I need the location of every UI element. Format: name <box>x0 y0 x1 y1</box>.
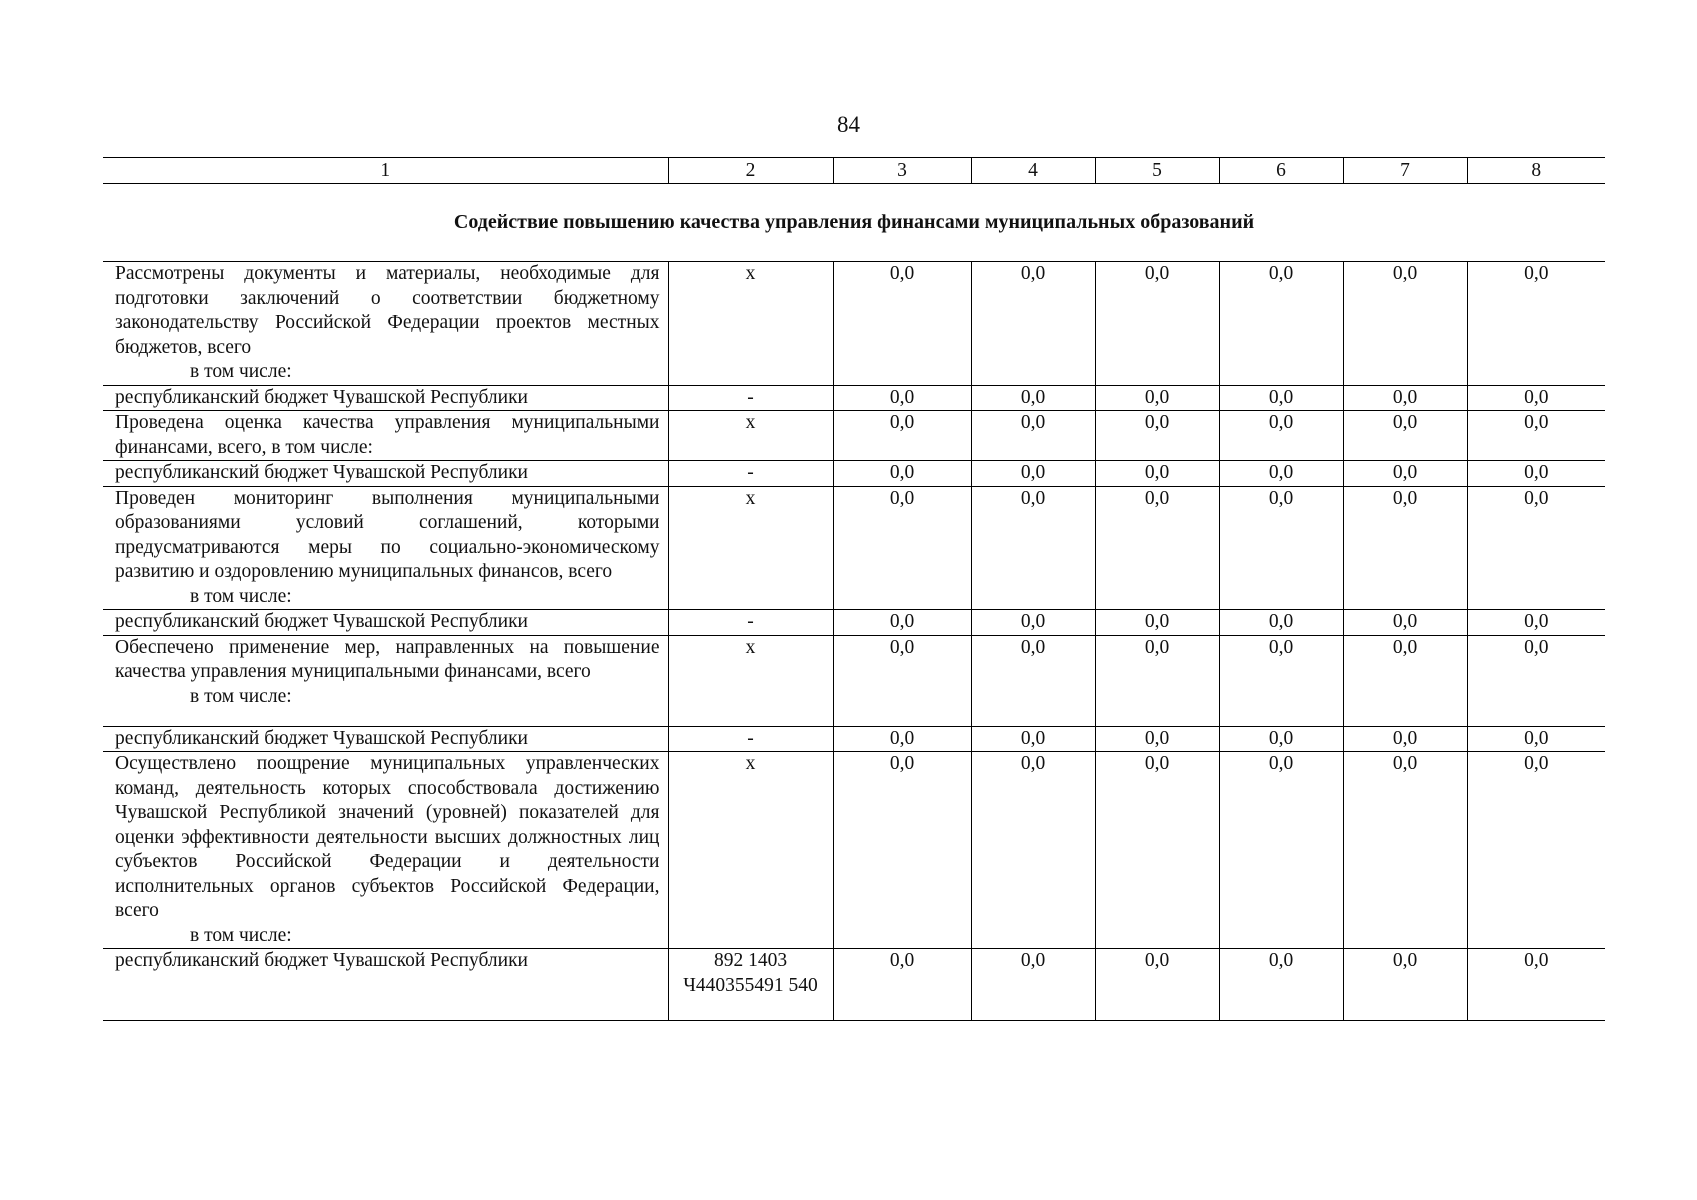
row-value: 0,0 <box>833 949 971 1021</box>
column-number: 2 <box>668 158 833 184</box>
row-description-text: республиканский бюджет Чувашской Республики <box>115 727 528 749</box>
row-value: 0,0 <box>1095 385 1219 411</box>
row-code: 892 1403 Ч440355491 540 <box>668 949 833 1021</box>
row-value: 0,0 <box>1219 262 1343 386</box>
row-description <box>103 262 668 386</box>
row-value: 0,0 <box>1343 752 1467 949</box>
row-value: 0,0 <box>1219 486 1343 610</box>
row-description-text: республиканский бюджет Чувашской Республики <box>115 611 528 632</box>
row-value: 0,0 <box>1343 262 1467 386</box>
table-row <box>103 411 1605 461</box>
table-row <box>103 385 1605 411</box>
row-sub-label: в том числе: <box>190 924 292 946</box>
row-code: x <box>668 262 833 386</box>
row-description <box>103 486 668 610</box>
row-value: 0,0 <box>833 635 971 726</box>
row-value: 0,0 <box>1219 610 1343 636</box>
row-value: 0,0 <box>971 262 1095 386</box>
row-value: 0,0 <box>1095 635 1219 726</box>
row-value: 0,0 <box>1343 635 1467 726</box>
row-value: 0,0 <box>833 461 971 487</box>
section-title-row <box>103 184 1605 262</box>
row-value: 0,0 <box>1343 411 1467 461</box>
row-description <box>103 461 668 487</box>
table-row <box>103 949 1605 1021</box>
row-description <box>103 610 668 636</box>
row-description <box>103 752 668 949</box>
row-value: 0,0 <box>1095 610 1219 636</box>
table-row <box>103 461 1605 487</box>
row-sub-label: в том числе: <box>190 585 292 607</box>
row-description-text: Проведена оценка качества управления муниципальными финансами, всего, в том числе: <box>115 412 660 458</box>
row-value: 0,0 <box>1219 461 1343 487</box>
row-value: 0,0 <box>1467 262 1605 386</box>
row-value: 0,0 <box>1095 262 1219 386</box>
row-value: 0,0 <box>1467 949 1605 1021</box>
row-description <box>103 949 668 1021</box>
row-description <box>103 635 668 726</box>
row-code: x <box>668 411 833 461</box>
row-description <box>103 726 668 752</box>
row-value: 0,0 <box>833 385 971 411</box>
row-code: - <box>668 610 833 636</box>
row-value: 0,0 <box>1467 385 1605 411</box>
row-value: 0,0 <box>971 949 1095 1021</box>
column-number: 6 <box>1219 158 1343 184</box>
column-number: 5 <box>1095 158 1219 184</box>
row-value: 0,0 <box>971 635 1095 726</box>
row-description-text: республиканский бюджет Чувашской Республики <box>115 462 528 483</box>
section-title: Содействие повышению качества управления финансами муниципальных образований <box>453 211 1255 233</box>
row-value: 0,0 <box>1095 411 1219 461</box>
row-value: 0,0 <box>1467 486 1605 610</box>
row-code: x <box>668 486 833 610</box>
row-value: 0,0 <box>1343 486 1467 610</box>
row-value: 0,0 <box>1219 752 1343 949</box>
table-row <box>103 726 1605 752</box>
row-value: 0,0 <box>1343 726 1467 752</box>
row-value: 0,0 <box>1343 385 1467 411</box>
row-value: 0,0 <box>971 486 1095 610</box>
row-description <box>103 411 668 461</box>
row-value: 0,0 <box>1095 949 1219 1021</box>
row-value: 0,0 <box>1095 461 1219 487</box>
table-row <box>103 262 1605 386</box>
row-value: 0,0 <box>1219 411 1343 461</box>
row-value: 0,0 <box>1095 486 1219 610</box>
row-value: 0,0 <box>1219 635 1343 726</box>
row-value: 0,0 <box>1343 949 1467 1021</box>
row-sub-label: в том числе: <box>190 685 292 707</box>
page-number: 84 <box>837 112 860 137</box>
row-description <box>103 385 668 411</box>
column-number: 3 <box>833 158 971 184</box>
column-number: 7 <box>1343 158 1467 184</box>
row-code: x <box>668 635 833 726</box>
row-value: 0,0 <box>971 726 1095 752</box>
row-value: 0,0 <box>1219 726 1343 752</box>
row-value: 0,0 <box>1467 461 1605 487</box>
row-description-text: Осуществлено поощрение муниципальных управленческих команд, деятельность которых способствовала достижению Чувашской Республикой значений (уровней) показателей для оценки эффективности деятельности высших должностных лиц субъектов Российской Федерации и деятельности исполнительных органов субъектов Российской Федерации, всего <box>115 753 660 921</box>
row-value: 0,0 <box>1467 635 1605 726</box>
row-value: 0,0 <box>971 610 1095 636</box>
row-value: 0,0 <box>1095 726 1219 752</box>
row-value: 0,0 <box>1343 461 1467 487</box>
row-description-text: республиканский бюджет Чувашской Республики <box>115 386 528 408</box>
budget-table <box>103 157 1605 1021</box>
row-code: - <box>668 461 833 487</box>
row-description-text: Рассмотрены документы и материалы, необходимые для подготовки заключений о соответствии бюджетному законодательству Российской Федерации проектов местных бюджетов, всего <box>115 263 660 358</box>
row-sub-label: в том числе: <box>190 361 292 382</box>
row-value: 0,0 <box>1219 385 1343 411</box>
row-value: 0,0 <box>833 262 971 386</box>
row-description-text: Проведен мониторинг выполнения муниципальными образованиями условий соглашений, которыми предусматриваются меры по социально-экономическому развитию и оздоровлению муниципальных финансов, всего <box>115 487 660 582</box>
row-value: 0,0 <box>971 752 1095 949</box>
row-value: 0,0 <box>1343 610 1467 636</box>
row-value: 0,0 <box>1467 726 1605 752</box>
table-row <box>103 486 1605 610</box>
row-value: 0,0 <box>833 726 971 752</box>
row-value: 0,0 <box>1467 752 1605 949</box>
column-number: 1 <box>103 158 668 184</box>
row-description-text: Обеспечено применение мер, направленных на повышение качества управления муниципальными финансами, всего <box>115 636 660 682</box>
row-value: 0,0 <box>1219 949 1343 1021</box>
row-value: 0,0 <box>833 411 971 461</box>
row-value: 0,0 <box>833 486 971 610</box>
row-value: 0,0 <box>833 752 971 949</box>
table-row <box>103 610 1605 636</box>
column-number: 8 <box>1467 158 1605 184</box>
row-code: - <box>668 385 833 411</box>
table-row <box>103 635 1605 726</box>
column-number-row <box>103 158 1605 184</box>
row-description-text: республиканский бюджет Чувашской Республики <box>115 950 528 971</box>
row-value: 0,0 <box>1467 411 1605 461</box>
row-code: - <box>668 726 833 752</box>
row-value: 0,0 <box>971 385 1095 411</box>
row-value: 0,0 <box>833 610 971 636</box>
row-value: 0,0 <box>1095 752 1219 949</box>
column-number: 4 <box>971 158 1095 184</box>
table-row <box>103 752 1605 949</box>
row-value: 0,0 <box>1467 610 1605 636</box>
row-value: 0,0 <box>971 461 1095 487</box>
row-code: x <box>668 752 833 949</box>
row-value: 0,0 <box>971 411 1095 461</box>
